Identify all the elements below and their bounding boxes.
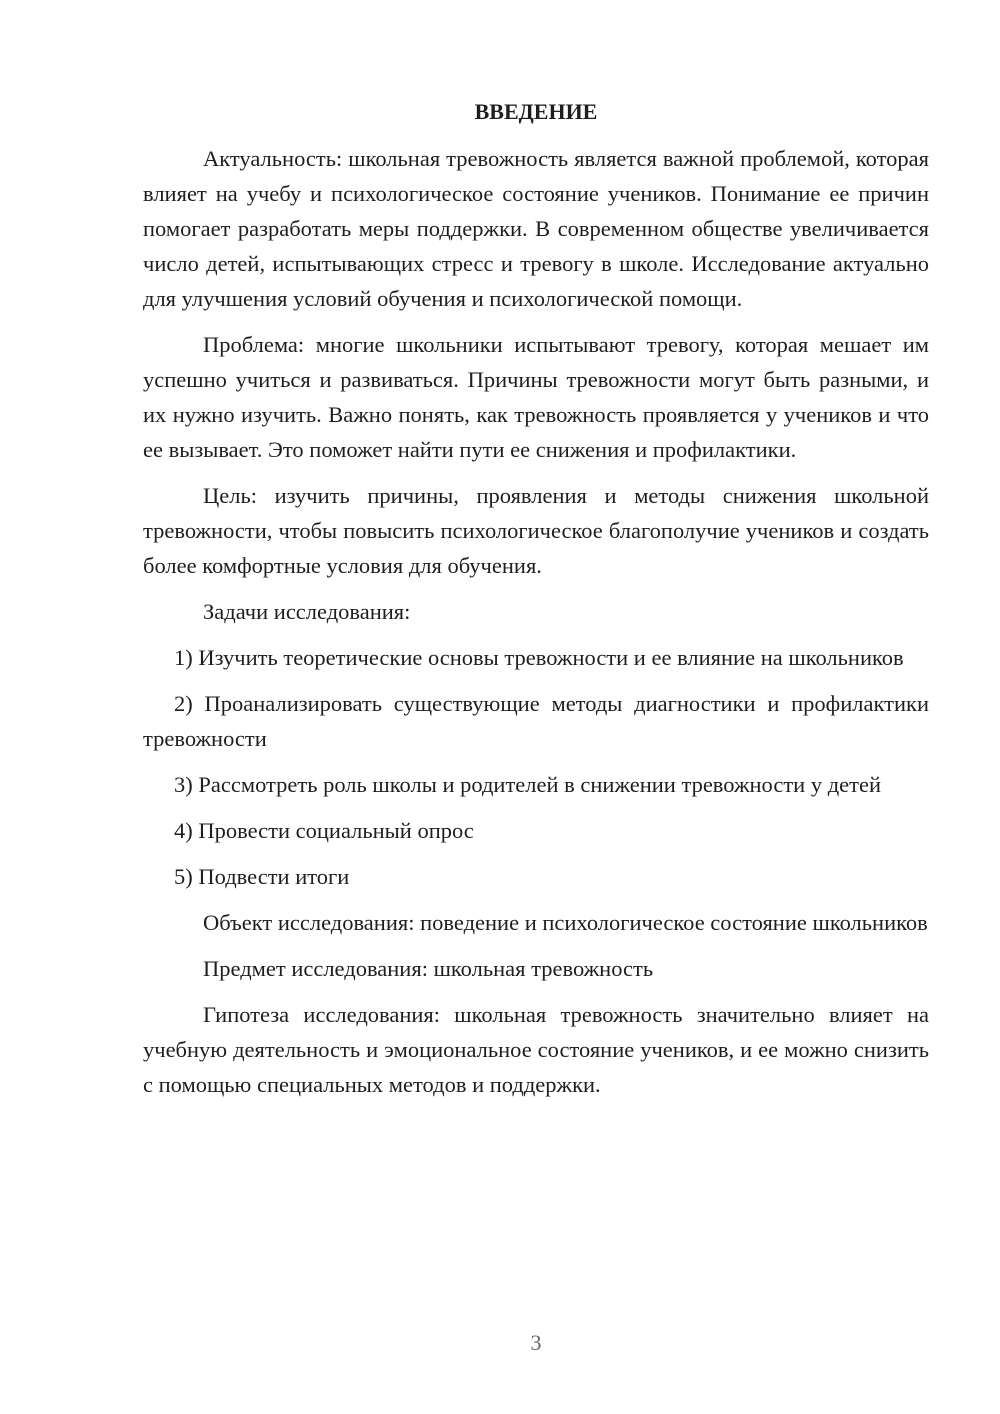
document-page — [143, 94, 929, 1113]
task-item: 2) Проанализировать существующие методы диагностики и профилактики тревожности — [143, 691, 929, 751]
paragraph-relevance: Актуальность: школьная тревожность является важной проблемой, которая влияет на учебу и психологическое состояние учеников. Понимание ее причин помогает разработать меры поддержки. В современном обществе увеличивается число детей, испытывающих стресс и тревогу в школе. Исследование актуально для улучшения условий обучения и психологической помощи. — [143, 146, 929, 311]
task-item: 1) Изучить теоретические основы тревожности и ее влияние на школьников — [174, 645, 904, 670]
task-item: 3) Рассмотреть роль школы и родителей в снижении тревожности у детей — [174, 772, 882, 797]
paragraph-goal: Цель: изучить причины, проявления и методы снижения школьной тревожности, чтобы повысить психологическое благополучие учеников и создать более комфортные условия для обучения. — [143, 483, 929, 578]
task-item: 5) Подвести итоги — [174, 864, 350, 889]
paragraph-subject: Предмет исследования: школьная тревожность — [203, 956, 654, 981]
paragraph-hypothesis: Гипотеза исследования: школьная тревожность значительно влияет на учебную деятельность и эмоциональное состояние учеников, и ее можно снизить с помощью специальных методов и поддержки. — [143, 1002, 929, 1097]
paragraph-tasks-heading: Задачи исследования: — [203, 599, 411, 624]
task-item: 4) Провести социальный опрос — [174, 818, 474, 843]
page-number: 3 — [530, 1330, 542, 1355]
paragraph-problem: Проблема: многие школьники испытывают тревогу, которая мешает им успешно учиться и развиваться. Причины тревожности могут быть разными, и их нужно изучить. Важно понять, как тревожность проявляется у учеников и что ее вызывает. Это поможет найти пути ее снижения и профилактики. — [143, 332, 929, 462]
document-title: ВВЕДЕНИЕ — [474, 99, 598, 124]
paragraph-object: Объект исследования: поведение и психологическое состояние школьников — [203, 910, 928, 935]
